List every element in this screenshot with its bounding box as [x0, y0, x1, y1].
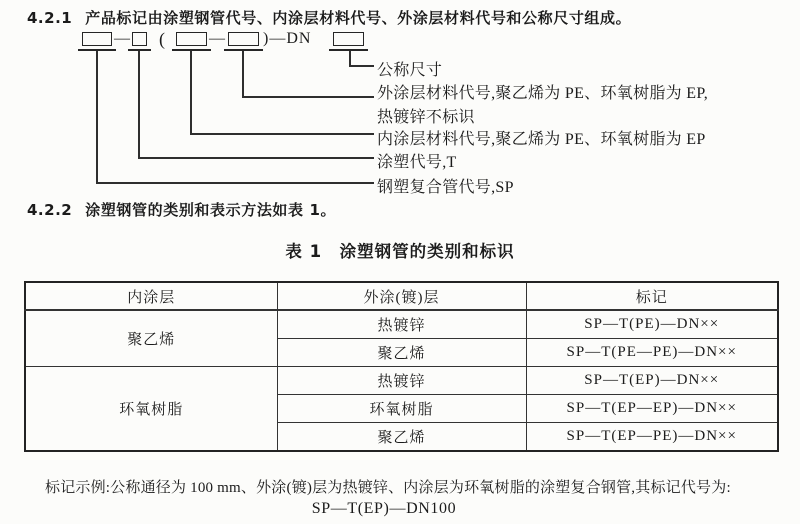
- diagram-box-inner-material: [176, 32, 207, 46]
- section-4-2-1-heading: [27, 7, 631, 28]
- header-inner-coating: 内涂层: [25, 282, 277, 310]
- leader-line-vertical: [349, 51, 351, 66]
- label-outer-coating-1: 外涂层材料代号,聚乙烯为 PE、环氧树脂为 EP,: [377, 85, 709, 102]
- cell-outer: 环氧树脂: [277, 395, 526, 423]
- diagram-box-outer-material: [228, 32, 259, 46]
- section-4-2-1-text: 产品标记由涂塑钢管代号、内涂层材料代号、外涂层材料代号和公称尺寸组成。: [85, 9, 632, 27]
- cell-mark: SP—T(PE)—DN××: [526, 310, 778, 339]
- cell-outer: 聚乙烯: [277, 423, 526, 452]
- table-row: [25, 367, 778, 395]
- cell-mark: SP—T(EP)—DN××: [526, 367, 778, 395]
- cell-outer: 热镀锌: [277, 310, 526, 339]
- cell-mark: SP—T(EP—EP)—DN××: [526, 395, 778, 423]
- diagram-dash: —: [114, 30, 130, 47]
- leader-line-vertical: [96, 51, 98, 183]
- cell-mark: SP—T(EP—PE)—DN××: [526, 423, 778, 452]
- cell-inner-pe: 聚乙烯: [25, 310, 277, 367]
- cell-outer: 热镀锌: [277, 367, 526, 395]
- diagram-box-sp-code: [82, 32, 112, 46]
- cell-outer: 聚乙烯: [277, 339, 526, 367]
- header-mark: 标记: [526, 282, 778, 310]
- leader-line-vertical: [242, 51, 244, 97]
- diagram-open-paren: (: [159, 29, 165, 49]
- label-sp-code: 钢塑复合管代号,SP: [377, 179, 514, 196]
- marking-example-code: SP—T(EP)—DN100: [311, 500, 457, 517]
- leader-line-vertical: [190, 51, 192, 134]
- table-1: [24, 281, 779, 452]
- table-header-row: [25, 282, 778, 310]
- leader-line-vertical: [138, 51, 140, 158]
- cell-mark: SP—T(PE—PE)—DN××: [526, 339, 778, 367]
- header-outer-coating: 外涂(镀)层: [277, 282, 526, 310]
- diagram-box-coating-code: [132, 32, 147, 46]
- label-nominal-size: 公称尺寸: [377, 62, 443, 79]
- label-coating-code: 涂塑代号,T: [377, 154, 457, 171]
- section-4-2-2-number: 4.2.2: [27, 201, 73, 219]
- cell-inner-ep: 环氧树脂: [25, 367, 277, 452]
- diagram-dash: —: [209, 30, 225, 47]
- leader-line-horizontal: [96, 182, 374, 184]
- label-inner-coating: 内涂层材料代号,聚乙烯为 PE、环氧树脂为 EP: [377, 131, 706, 148]
- marking-example-note: 标记示例:公称通径为 100 mm、外涂(镀)层为热镀锌、内涂层为环氧树脂的涂塑复合钢管,其标记代号为:: [45, 480, 731, 496]
- table-row: [25, 310, 778, 339]
- leader-line-horizontal: [138, 157, 374, 159]
- section-4-2-1-number: 4.2.1: [27, 9, 73, 27]
- leader-line-horizontal: [349, 65, 374, 67]
- table-1-title: 表 1 涂塑钢管的类别和标识: [285, 242, 515, 261]
- leader-line-horizontal: [190, 133, 374, 135]
- label-outer-coating-2: 热镀锌不标识: [377, 109, 475, 126]
- section-4-2-2-text: 涂塑钢管的类别和表示方法如表 1。: [85, 201, 337, 219]
- leader-line-horizontal: [242, 96, 374, 98]
- diagram-box-nominal-size: [333, 32, 364, 46]
- diagram-close-paren-dn: )—DN: [263, 30, 312, 47]
- section-4-2-2-heading: [27, 199, 336, 220]
